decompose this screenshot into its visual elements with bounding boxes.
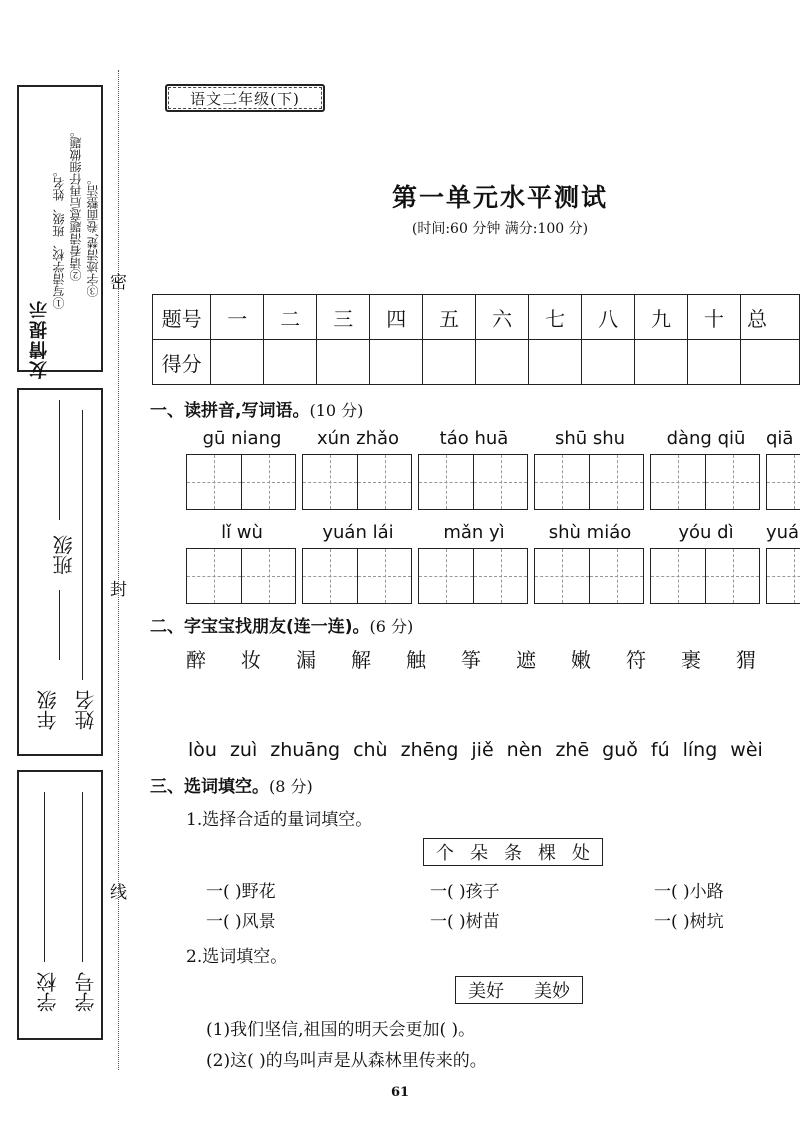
match-pinyin[interactable]: fú [650,739,670,761]
question-2-title: 2.选词填空。 [186,947,288,967]
score-header-cell: 八 [582,295,635,340]
measure-word-box [423,838,603,866]
writing-grid[interactable] [766,548,800,604]
score-cell[interactable] [317,340,370,385]
cut-mark-xian: 线 [110,883,127,903]
pinyin-match-row [188,739,776,761]
score-row-label: 得分 [153,340,211,385]
name-field-line [82,410,83,680]
score-cell[interactable] [370,340,423,385]
pinyin-word: yuán lái [322,522,394,543]
pinyin-word: shù miáo [548,522,632,543]
page-title: 第一单元水平测试 [391,183,608,212]
match-character[interactable]: 解 [351,648,371,672]
section-1-title [150,396,363,421]
match-character[interactable]: 触 [406,648,426,672]
score-header-cell: 总 [740,295,799,340]
measure-word: 棵 [538,843,556,864]
writing-grid[interactable] [650,454,760,510]
match-pinyin[interactable]: zhuāng [270,739,341,761]
match-pinyin[interactable]: líng [682,739,718,761]
score-cell[interactable] [529,340,582,385]
score-header-cell: 十 [688,295,741,340]
score-cell[interactable] [211,340,264,385]
page-subtitle: (时间:60 分钟 满分:100 分) [411,221,589,237]
tip-3: ③字迹清楚,卷面整洁。 [86,173,100,297]
writing-grid[interactable] [186,548,296,604]
section-2-points: (6 分) [369,617,414,636]
writing-grid[interactable] [418,548,528,604]
tips-label: 友情提示 [29,299,50,379]
choice-word: 美好 [468,981,504,1002]
choice-word: 美妙 [534,981,570,1002]
match-pinyin[interactable]: zuì [229,739,258,761]
cut-line [118,70,119,1070]
writing-grid[interactable] [650,548,760,604]
measure-word: 条 [504,843,522,864]
section-2-title [150,612,413,637]
pinyin-word: gū niang [202,428,282,449]
character-row [186,644,791,673]
score-cell[interactable] [423,340,476,385]
score-cell[interactable] [582,340,635,385]
writing-grid[interactable] [302,454,412,510]
pinyin-word: yóu dì [678,522,734,543]
fill-blank-item[interactable]: 一( )小路 [654,882,724,902]
writing-grid[interactable] [302,548,412,604]
id-label: 学号 [74,972,98,1012]
score-table-score-row [153,340,800,385]
name-label: 姓名 [74,690,98,730]
match-pinyin[interactable]: nèn [506,739,543,761]
grade-label: 年级 [36,690,60,730]
section-2-title-text: 二、字宝宝找朋友(连一连)。 [150,617,370,637]
pinyin-word: lǐ wù [221,522,263,543]
match-character[interactable]: 遮 [516,648,536,672]
match-pinyin[interactable]: zhē [555,739,590,761]
tip-1: ①写清学校、班级、姓名。 [52,165,66,309]
section-1-points: (10 分) [309,401,364,420]
writing-grid[interactable] [534,548,644,604]
match-pinyin[interactable]: wèi [730,739,763,761]
score-cell[interactable] [740,340,799,385]
writing-grid[interactable] [418,454,528,510]
match-character[interactable]: 妆 [241,648,261,672]
fill-blank-item[interactable]: 一( )风景 [206,912,276,932]
fill-blank-item[interactable]: 一( )树坑 [654,912,724,932]
fill-blank-item[interactable]: 一( )孩子 [430,882,500,902]
id-field-line [82,792,83,962]
score-header-cell: 九 [635,295,688,340]
pinyin-word: táo huā [439,428,509,449]
score-header-cell: 五 [423,295,476,340]
pinyin-word: xún zhǎo [316,428,400,449]
match-character[interactable]: 筝 [461,648,481,672]
score-header-cell: 题号 [153,295,211,340]
section-3-points: (8 分) [269,777,313,796]
score-cell[interactable] [476,340,529,385]
match-character[interactable]: 符 [626,648,646,672]
measure-word: 处 [572,843,590,864]
section-3-title-text: 三、选词填空。 [150,777,269,797]
score-header-cell: 三 [317,295,370,340]
school-field-line [44,792,45,962]
score-cell[interactable] [635,340,688,385]
measure-word: 朵 [470,843,488,864]
writing-grid[interactable] [766,454,800,510]
grade-badge [165,84,325,112]
school-label: 学校 [36,972,60,1012]
class-label: 班级 [52,535,76,575]
section-3-title [150,772,313,797]
school-info-box [17,770,103,1040]
match-pinyin[interactable]: jiě [471,739,494,761]
fill-blank-item[interactable]: 一( )树苗 [430,912,500,932]
match-pinyin[interactable]: lòu [188,739,217,761]
measure-word: 个 [436,843,454,864]
match-pinyin[interactable]: zhēng [400,739,459,761]
sentence-item[interactable]: (2)这( )的鸟叫声是从森林里传来的。 [206,1051,487,1071]
match-character[interactable]: 漏 [296,648,316,672]
score-header-cell: 六 [476,295,529,340]
tip-2: ②请看清题意后再仔细做题。 [69,125,83,281]
match-character[interactable]: 醉 [186,648,206,672]
match-character[interactable]: 猬 [736,648,756,672]
pinyin-word: yuá [766,522,800,543]
cut-mark-mi: 密 [110,273,127,293]
sentence-item[interactable]: (1)我们坚信,祖国的明天会更加( )。 [206,1020,476,1040]
student-info-box [17,388,103,756]
class-field-line [59,400,60,520]
writing-grid[interactable] [534,454,644,510]
match-character[interactable]: 裹 [681,648,701,672]
match-pinyin[interactable]: chù [353,739,388,761]
pinyin-word: mǎn yì [443,522,505,543]
match-character[interactable]: 嫩 [571,648,591,672]
score-cell[interactable] [688,340,741,385]
page-number: 61 [390,1085,410,1100]
score-table [152,294,800,385]
score-header-cell: 一 [211,295,264,340]
match-pinyin[interactable]: guǒ [602,739,638,761]
fill-blank-item[interactable]: 一( )野花 [206,882,276,902]
pinyin-word: qiā [766,428,794,449]
cut-mark-feng: 封 [110,580,127,600]
pinyin-word: dàng qiū [666,428,746,449]
choice-word-box [455,976,583,1004]
score-cell[interactable] [264,340,317,385]
score-header-cell: 四 [370,295,423,340]
question-1-title: 1.选择合适的量词填空。 [186,810,373,830]
class-field-line-2 [59,590,60,660]
section-1-title-text: 一、读拼音,写词语。 [150,401,310,421]
pinyin-word: shū shu [554,428,626,449]
tips-box [17,85,103,379]
score-header-cell: 二 [264,295,317,340]
score-header-cell: 七 [529,295,582,340]
score-table-header-row [153,295,800,340]
writing-grid[interactable] [186,454,296,510]
grade-badge-text: 语文二年级(下) [168,87,322,109]
